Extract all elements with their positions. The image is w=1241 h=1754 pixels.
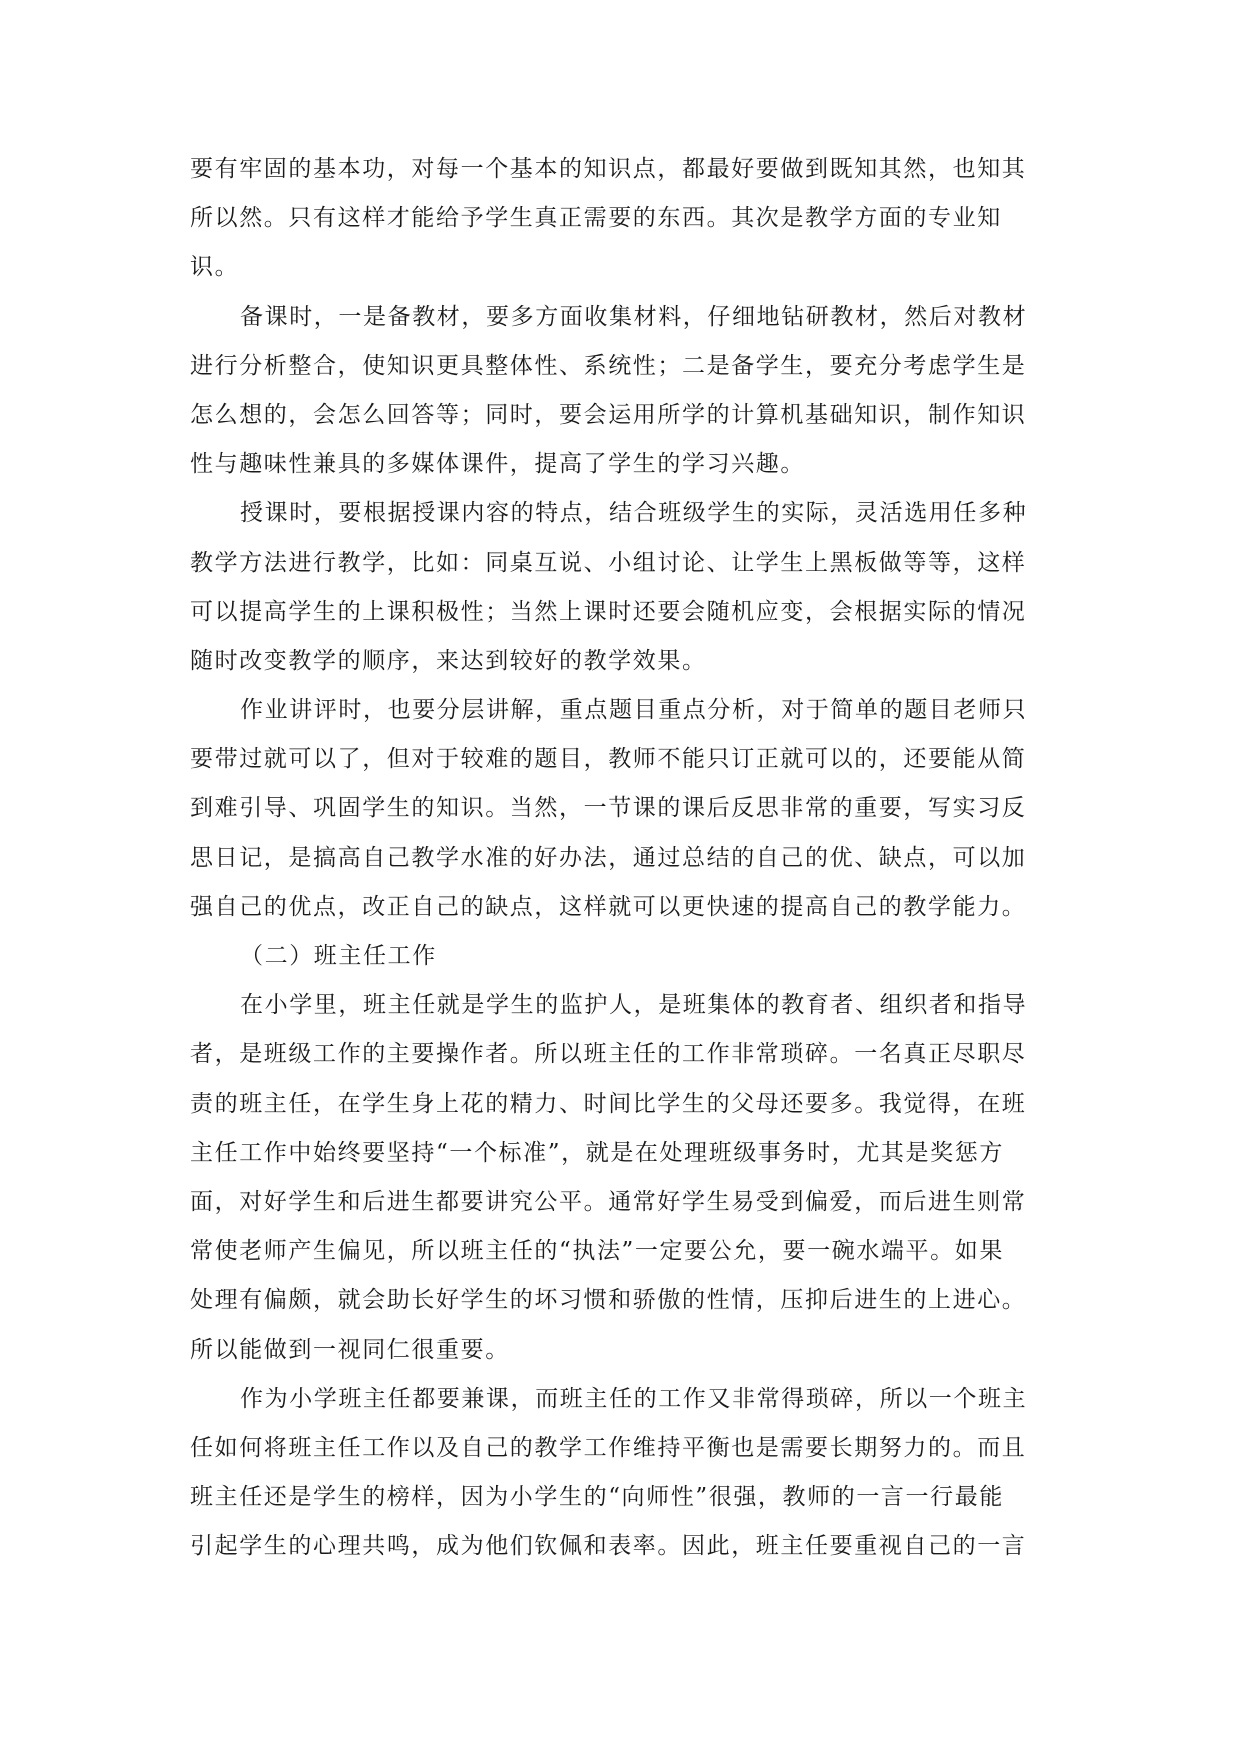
text-line: 识。 <box>190 254 240 281</box>
text-line: 作为小学班主任都要兼课，而班主任的工作又非常得琐碎，所以一个班主 <box>240 1385 1028 1412</box>
text-line: 性与趣味性兼具的多媒体课件，提高了学生的学习兴趣。 <box>190 451 805 478</box>
text-line: 引起学生的心理共鸣，成为他们钦佩和表率。因此，班主任要重视自己的一言 <box>190 1533 1027 1560</box>
heading-text: （二）班主任工作 <box>240 943 437 969</box>
text-line: 进行分析整合，使知识更具整体性、系统性；二是备学生，要充分考虑学生是 <box>190 352 1027 379</box>
paragraph <box>190 686 1050 932</box>
text-line: 备课时，一是备教材，要多方面收集材料，仔细地钻研教材，然后对教材 <box>240 303 1028 330</box>
paragraph <box>190 489 1050 686</box>
text-line: 要带过就可以了，但对于较难的题目，教师不能只订正就可以的，还要能从简 <box>190 746 1027 773</box>
section-heading <box>190 932 1050 981</box>
text-line: 怎么想的，会怎么回答等；同时，要会运用所学的计算机基础知识，制作知识 <box>190 401 1027 428</box>
text-line: 所以然。只有这样才能给予学生真正需要的东西。其次是教学方面的专业知 <box>190 205 1002 232</box>
text-line: 可以提高学生的上课积极性；当然上课时还要会随机应变，会根据实际的情况 <box>190 598 1027 625</box>
paragraph <box>190 981 1050 1375</box>
text-line: 面，对好学生和后进生都要讲究公平。通常好学生易受到偏爱，而后进生则常 <box>190 1188 1027 1215</box>
text-line: 到难引导、巩固学生的知识。当然，一节课的课后反思非常的重要，写实习反 <box>190 795 1027 822</box>
text-line: 常使老师产生偏见，所以班主任的“执法”一定要公允，要一碗水端平。如果 <box>190 1238 1004 1265</box>
text-line: 要有牢固的基本功，对每一个基本的知识点，都最好要做到既知其然，也知其 <box>190 156 1027 182</box>
text-line: 教学方法进行教学，比如：同桌互说、小组讨论、让学生上黑板做等等，这样 <box>190 549 1027 576</box>
text-line: 任如何将班主任工作以及自己的教学工作维持平衡也是需要长期努力的。而且 <box>190 1434 1027 1461</box>
text-line: 处理有偏颇，就会助长好学生的坏习惯和骄傲的性情，压抑后进生的上进心。 <box>190 1287 1027 1314</box>
text-line: 责的班主任，在学生身上花的精力、时间比学生的父母还要多。我觉得，在班 <box>190 1090 1027 1117</box>
text-line: 在小学里，班主任就是学生的监护人，是班集体的教育者、组织者和指导 <box>240 992 1028 1019</box>
text-line: 者，是班级工作的主要操作者。所以班主任的工作非常琐碎。一名真正尽职尽 <box>190 1041 1027 1068</box>
paragraph <box>190 1375 1050 1572</box>
text-line: 所以能做到一视同仁很重要。 <box>190 1336 510 1363</box>
text-line: 强自己的优点，改正自己的缺点，这样就可以更快速的提高自己的教学能力。 <box>190 893 1027 920</box>
text-line: 主任工作中始终要坚持“一个标准”，就是在处理班级事务时，尤其是奖惩方 <box>190 1139 1004 1166</box>
text-line: 思日记，是搞高自己教学水准的好办法，通过总结的自己的优、缺点，可以加 <box>190 844 1027 871</box>
paragraph <box>190 145 1050 293</box>
text-line: 随时改变教学的顺序，来达到较好的教学效果。 <box>190 647 707 674</box>
paragraph <box>190 293 1050 490</box>
text-line: 授课时，要根据授课内容的特点，结合班级学生的实际，灵活选用任多种 <box>240 500 1028 527</box>
text-line: 作业讲评时，也要分层讲解，重点题目重点分析，对于简单的题目老师只 <box>240 697 1028 724</box>
text-line: 班主任还是学生的榜样，因为小学生的“向师性”很强，教师的一言一行最能 <box>190 1484 1004 1511</box>
document-body-text <box>190 145 1050 1571</box>
